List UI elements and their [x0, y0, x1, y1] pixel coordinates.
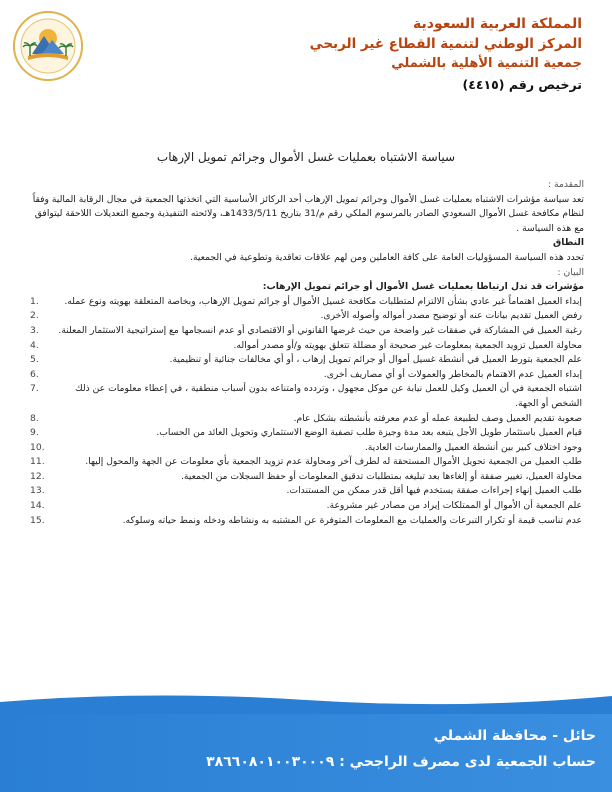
indicator-number: 10.	[30, 441, 45, 453]
indicators-list	[28, 295, 584, 529]
indicator-text: إبداء العميل عدم الاهتمام بالمخاطر والعمولات أو أي مصاريف أخرى.	[323, 368, 582, 380]
indicator-number: 6.	[30, 368, 39, 380]
indicator-text: وجود اختلاف كبير بين أنشطة العميل والممارسات العادية.	[364, 441, 582, 453]
indicator-text: رغبة العميل في المشاركة في صفقات غير واضحة من حيث غرضها القانوني أو الاقتصادي أو عدم انسجامها مع إستراتيجية الاستثمار المعلنة.	[58, 324, 582, 336]
indicator-item	[28, 324, 584, 339]
indicator-number: 15.	[30, 514, 45, 526]
indicator-number: 3.	[30, 324, 39, 336]
indicator-text: رفض العميل تقديم بيانات عنه أو توضيح مصدر أمواله وأصوله الأخرى.	[320, 310, 582, 322]
footer-wave-icon	[0, 688, 612, 714]
indicator-text: اشتباه الجمعية في أن العميل وكيل للعمل نيابة عن موكل مجهول ، وتردده وامتناعه بدون أسباب منطقية ، في إعطاء معلومات عن ذلك الشخص أو الجهة.	[75, 383, 582, 409]
header-association: جمعية التنمية الأهلية بالشملي	[391, 56, 582, 71]
indicator-number: 4.	[30, 339, 39, 351]
indicator-item	[28, 484, 584, 499]
indicator-item	[28, 426, 584, 441]
document-title: سياسة الاشتباه بعمليات غسل الأموال وجرائم تمويل الإرهاب	[156, 150, 456, 164]
indicator-number: 11.	[30, 456, 45, 468]
indicator-item	[28, 470, 584, 485]
letterhead	[182, 14, 582, 96]
indicator-text: عدم تناسب قيمة أو تكرار التبرعات والعمليات مع المعلومات المتوفرة عن المشتبه به ونشاطه ودخله ونمط حياته وسلوكه.	[122, 514, 582, 526]
indicator-number: 13.	[30, 485, 45, 497]
indicator-number: 7.	[30, 383, 39, 395]
indicator-item	[28, 295, 584, 310]
intro-text: تعد سياسة مؤشرات الاشتباه بعمليات غسل الأموال وجرائم تمويل الإرهاب أحد الركائز الأساسية التي اتخذتها الجمعية في مجال الرقابة المالية وفقاً لنظام مكافحة غسل الأموال السعودي الصادر بالمرسوم الملكي رقم م/31 بتاريخ 1433/5/11هـ، ولائحته التنفيذية وجميع التعديلات اللاحقة ليتوافق مع هذه السياسة .	[32, 193, 584, 234]
indicator-number: 2.	[30, 310, 39, 322]
indicator-number: 1.	[30, 295, 39, 307]
footer-band	[0, 710, 612, 792]
indicator-item	[28, 441, 584, 456]
indicator-item	[28, 353, 584, 368]
header-license: ترخيص رقم (٤٤١٥)	[462, 77, 582, 92]
indicator-item	[28, 368, 584, 383]
footer-location: حائل - محافظة الشملي	[433, 728, 596, 744]
header-center: المركز الوطني لتنمية القطاع غير الربحي	[309, 36, 582, 52]
indicator-item	[28, 412, 584, 427]
intro-label: المقدمة :	[548, 179, 584, 190]
indicator-text: علم الجمعية بتورط العميل في أنشطة غسيل أموال أو جرائم تمويل إرهاب ، أو أي مخالفات جنائية أو تنظيمية.	[169, 354, 582, 366]
indicator-text: محاولة العميل، تغيير صفقة أو إلغاءها بعد تبليغه بمتطلبات تدقيق المعلومات أو حفظ السجلات من الجمعية.	[181, 470, 582, 482]
indicator-text: إبداء العميل اهتماماً غير عادي بشأن الالتزام لمتطلبات مكافحة غسيل الأموال أو جرائم تمويل الإرهاب، وبخاصة المتعلقة بهويته ونوع عمله.	[64, 295, 582, 307]
indicator-number: 12.	[30, 470, 45, 482]
indicator-item	[28, 339, 584, 354]
indicator-text: محاولة العميل تزويد الجمعية بمعلومات غير صحيحة أو مضللة تتعلق بهويته و/أو مصدر أمواله.	[233, 339, 582, 351]
statement-label: البيان :	[557, 266, 584, 278]
indicator-number: 8.	[30, 412, 39, 424]
document-body	[28, 178, 584, 528]
indicator-item	[28, 514, 584, 529]
indicators-heading: مؤشرات قد تدل ارتباطا بعمليات غسل الأموال أو جرائم تمويل الإرهاب:	[262, 281, 584, 293]
indicator-item	[28, 455, 584, 470]
footer-bank-account: حساب الجمعية لدى مصرف الراجحي : ٣٨٦٦٠٨٠١٠٠٣٠٠٠٩	[206, 754, 596, 770]
scope-text: تحدد هذه السياسة المسؤوليات العامة على كافة العاملين ومن لهم علاقات تعاقدية وتطوعية في الجمعية.	[190, 251, 584, 263]
indicator-text: طلب العميل إنهاء إجراءات صفقة يستخدم فيها أقل قدر ممكن من المستندات.	[286, 485, 582, 497]
association-logo-icon	[12, 10, 84, 82]
indicator-text: علم الجمعية أن الأموال أو الممتلكات إيراد من مصادر غير مشروعة.	[326, 500, 582, 512]
indicator-text: صعوبة تقديم العميل وصف لطبيعة عمله أو عدم معرفته بأنشطته بشكل عام.	[293, 412, 582, 424]
indicator-number: 14.	[30, 500, 45, 512]
indicator-item	[28, 382, 584, 411]
indicator-text: قيام العميل باستثمار طويل الأجل يتبعه بعد مدة وجيزة طلب تصفية الوضع الاستثماري وتحويل العائد من الحساب.	[156, 427, 582, 439]
indicator-item	[28, 309, 584, 324]
header-country: المملكة العربية السعودية	[413, 16, 582, 32]
indicator-number: 9.	[30, 427, 39, 439]
indicator-item	[28, 499, 584, 514]
scope-label: النطاق	[553, 237, 584, 249]
indicator-number: 5.	[30, 354, 39, 366]
indicator-text: طلب العميل من الجمعية تحويل الأموال المستحقة له لطرف آخر ومحاولة عدم تزويد الجمعية بأي معلومات عن الجهة والمحول إليها.	[85, 456, 582, 468]
